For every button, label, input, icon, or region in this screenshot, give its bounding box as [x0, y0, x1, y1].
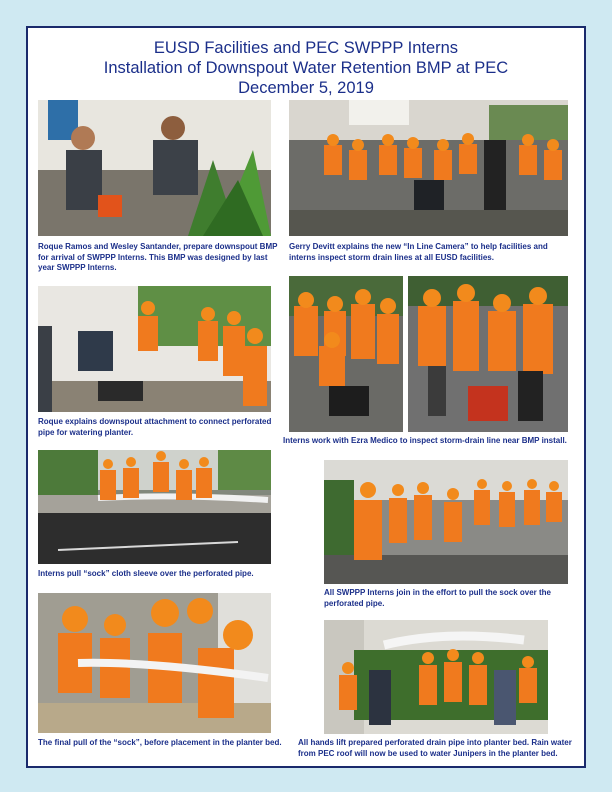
photo-final-pull-of-sock — [38, 593, 271, 733]
page-date: December 5, 2019 — [238, 79, 374, 97]
photo-lift-pipe-into-planter — [324, 620, 548, 734]
caption-5: Interns pull “sock” cloth sleeve over the perforated pipe. — [38, 569, 254, 578]
photo-interns-inspect-drain-left — [289, 276, 403, 432]
page-title-line-2: Installation of Downspout Water Retention BMP at PEC — [103, 59, 509, 77]
photo-workers-preparing-downspout — [38, 100, 271, 236]
caption-3: Roque explains downspout attachment to connect perforated pipe for watering planter. — [38, 417, 272, 437]
caption-7: The final pull of the “sock”, before placement in the planter bed. — [38, 738, 282, 747]
photo-all-interns-pull-sock — [324, 460, 568, 584]
photo-downspout-attachment — [38, 286, 271, 412]
caption-8: All hands lift prepared perforated drain pipe into planter bed. Rain water from PEC roof will now be used to water Junipers in the planter bed. — [298, 738, 572, 758]
caption-4: Interns work with Ezra Medico to inspect storm-drain line near BMP install. — [283, 436, 567, 445]
page-title-line-1: EUSD Facilities and PEC SWPPP Interns — [153, 39, 459, 57]
photo-interns-pull-sock — [38, 450, 271, 564]
newsletter-page — [26, 26, 586, 768]
caption-1: Roque Ramos and Wesley Santander, prepare downspout BMP for arrival of SWPPP Interns. This BMP was designed by last year SWPPP Interns. — [38, 242, 278, 272]
photo-interns-inspect-drain-right — [408, 276, 568, 432]
caption-2: Gerry Devitt explains the new “In Line Camera” to help facilities and interns inspect storm drain lines at all EUSD facilities. — [289, 242, 548, 262]
photo-in-line-camera-demo — [289, 100, 568, 236]
caption-6: All SWPPP Interns join in the effort to pull the sock over the perforated pipe. — [324, 588, 551, 608]
